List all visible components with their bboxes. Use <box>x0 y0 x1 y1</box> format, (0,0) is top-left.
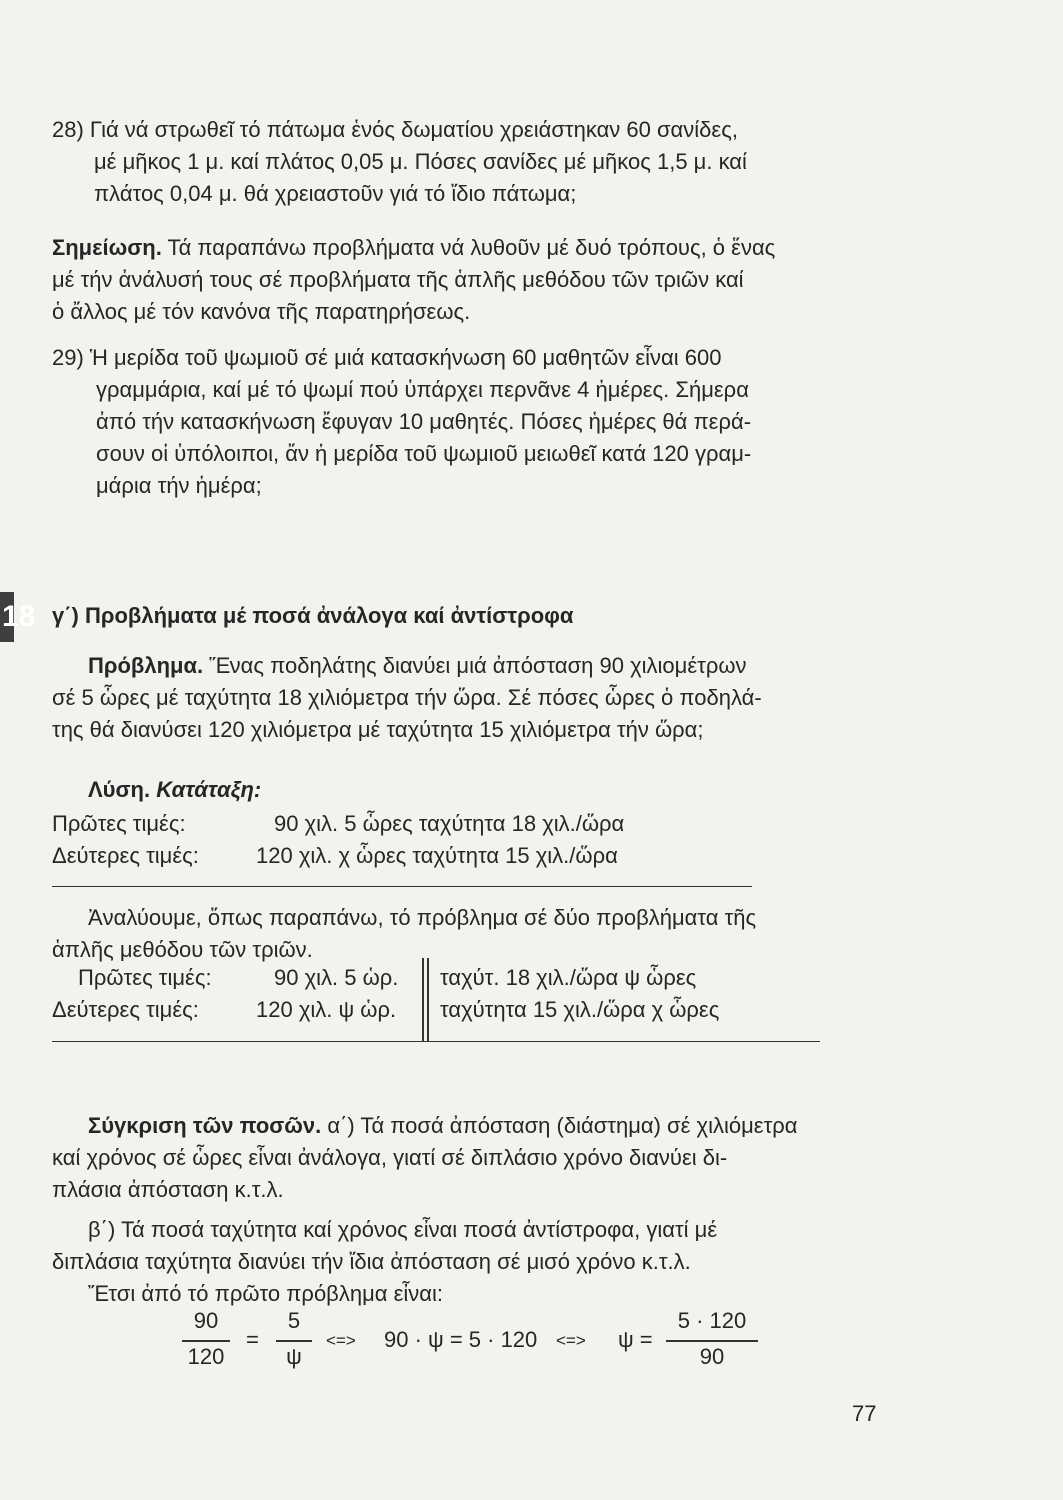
table1-rule <box>52 886 752 887</box>
problem-line-3: της θά διανύσει 120 χιλιόμετρα μέ ταχύτητα 15 χιλιόμετρα τήν ὥρα; <box>52 717 704 742</box>
fraction-2-bar <box>276 1340 312 1342</box>
problem-28-line-1: 28) Γιά νά στρωθεῖ τό πάτωμα ἑνός δωματίου χρειάστηκαν 60 σανίδες, <box>52 117 738 142</box>
analysis-line-2: ἁπλῆς μεθόδου τῶν τριῶν. <box>52 937 313 962</box>
table2-divider-left <box>422 958 424 1042</box>
problem-28-line-2: μέ μῆκος 1 μ. καί πλάτος 0,05 μ. Πόσες σανίδες μέ μῆκος 1,5 μ. καί <box>94 149 747 174</box>
table2-row1-label: Πρῶτες τιμές: <box>78 965 212 990</box>
equation-middle: 90 · ψ = 5 · 120 <box>384 1327 538 1352</box>
comparison-beta-line-2: διπλάσια ταχύτητα διανύει τήν ἴδια ἀπόσταση σέ μισό χρόνο κ.τ.λ. <box>52 1249 691 1274</box>
note-line-2: μέ τήν ἀνάλυσή τους σέ προβλήματα τῆς ἁπλῆς μεθόδου τῶν τριῶν καί <box>52 267 744 292</box>
table1-row2-value: 120 χιλ. χ ὧρες ταχύτητα 15 χιλ./ὥρα <box>256 843 618 868</box>
problem-line-1 <box>88 650 747 682</box>
page-number: 77 <box>852 1401 877 1426</box>
note-line-3: ὁ ἄλλος μέ τόν κανόνα τῆς παρατηρήσεως. <box>52 299 471 324</box>
problem-text: Ἕνας ποδηλάτης διανύει μιά ἀπόσταση 90 χιλιομέτρων <box>203 653 747 678</box>
fraction-3-bar <box>666 1340 758 1342</box>
problem-28-line-3: πλάτος 0,04 μ. θά χρειαστοῦν γιά τό ἴδιο πάτωμα; <box>94 181 577 206</box>
chapter-tab <box>0 592 36 642</box>
analysis-line-1: Ἀναλύουμε, ὅπως παραπάνω, τό πρόβλημα σέ δύο προβλήματα τῆς <box>88 905 757 930</box>
fraction-1-numerator: 90 <box>193 1308 219 1333</box>
table2-row2-label: Δεύτερες τιμές: <box>52 997 199 1022</box>
comparison-beta-line-1: β΄) Τά ποσά ταχύτητα καί χρόνος εἶναι ποσά ἀντίστροφα, γιατί μέ <box>88 1217 718 1242</box>
table2-row2-left: 120 χιλ. ψ ὡρ. <box>256 997 397 1022</box>
comparison-text: α΄) Τά ποσά ἀπόσταση (διάστημα) σέ χιλιόμετρα <box>321 1113 798 1138</box>
comparison-line-2: καί χρόνος σέ ὧρες εἶναι ἀνάλογα, γιατί σέ διπλάσιο χρόνο διανύει δι- <box>52 1145 728 1170</box>
comparison-line-3: πλάσια ἀπόσταση κ.τ.λ. <box>52 1177 284 1202</box>
comparison-line-1 <box>88 1110 798 1142</box>
solution-label: Λύση. <box>88 777 151 802</box>
fraction-2-numerator: 5 <box>287 1308 301 1333</box>
equation-variable: ψ = <box>618 1327 653 1352</box>
equivalence-arrow-1: <=> <box>326 1331 356 1350</box>
note-line-1 <box>52 232 775 264</box>
problem-29-line-2: γραμμάρια, καί μέ τό ψωμί πού ὑπάρχει περνᾶνε 4 ἡμέρες. Σήμερα <box>96 377 749 402</box>
table1-row2-label: Δεύτερες τιμές: <box>52 843 199 868</box>
solution-heading <box>88 774 261 806</box>
problem-29-line-5: μάρια τήν ἡμέρα; <box>96 473 262 498</box>
table2-divider-right <box>427 958 429 1042</box>
problem-line-2: σέ 5 ὧρες μέ ταχύτητα 18 χιλιόμετρα τήν ὥρα. Σέ πόσες ὧρες ὁ ποδηλά- <box>52 685 762 710</box>
note-text: Τά παραπάνω προβλήματα νά λυθοῦν μέ δυό τρόπους, ὁ ἕνας <box>161 235 776 260</box>
equals-sign: = <box>246 1327 259 1352</box>
equivalence-arrow-2: <=> <box>556 1331 586 1350</box>
table1-row1-label: Πρῶτες τιμές: <box>52 811 186 836</box>
fraction-2-denominator: ψ <box>286 1344 302 1369</box>
fraction-3-numerator: 5 · 120 <box>677 1308 747 1333</box>
problem-label: Πρόβλημα. <box>88 653 204 678</box>
section-heading: γ΄) Προβλήματα μέ ποσά ἀνάλογα καί ἀντίστροφα <box>52 603 574 628</box>
fraction-1-bar <box>182 1340 230 1342</box>
fraction-1-denominator: 120 <box>187 1344 225 1369</box>
table1-row1-value: 90 χιλ. 5 ὧρες ταχύτητα 18 χιλ./ὥρα <box>274 811 625 836</box>
comparison-beta-line-3: Ἔτσι ἀπό τό πρῶτο πρόβλημα εἶναι: <box>88 1281 443 1306</box>
table2-row1-left: 90 χιλ. 5 ὡρ. <box>274 965 399 990</box>
table2-rule <box>52 1041 820 1042</box>
problem-29-line-4: σουν οἱ ὑπόλοιποι, ἄν ἡ μερίδα τοῦ ψωμιοῦ μειωθεῖ κατά 120 γραμ- <box>96 441 752 466</box>
fraction-3-denominator: 90 <box>699 1344 725 1369</box>
comparison-label: Σύγκριση τῶν ποσῶν. <box>88 1113 322 1138</box>
arrangement-label: Κατάταξη: <box>150 777 262 802</box>
problem-29-line-3: ἀπό τήν κατασκήνωση ἔφυγαν 10 μαθητές. Πόσες ἡμέρες θά περά- <box>96 409 752 434</box>
chapter-tab-number: 18 <box>2 600 36 633</box>
table2-row2-right: ταχύτητα 15 χιλ./ὥρα χ ὧρες <box>440 997 720 1022</box>
note-label: Σημείωση. <box>52 235 162 260</box>
table2-row1-right: ταχύτ. 18 χιλ./ὥρα ψ ὧρες <box>440 965 697 990</box>
problem-29-line-1: 29) Ἡ μερίδα τοῦ ψωμιοῦ σέ μιά κατασκήνωση 60 μαθητῶν εἶναι 600 <box>52 345 722 370</box>
